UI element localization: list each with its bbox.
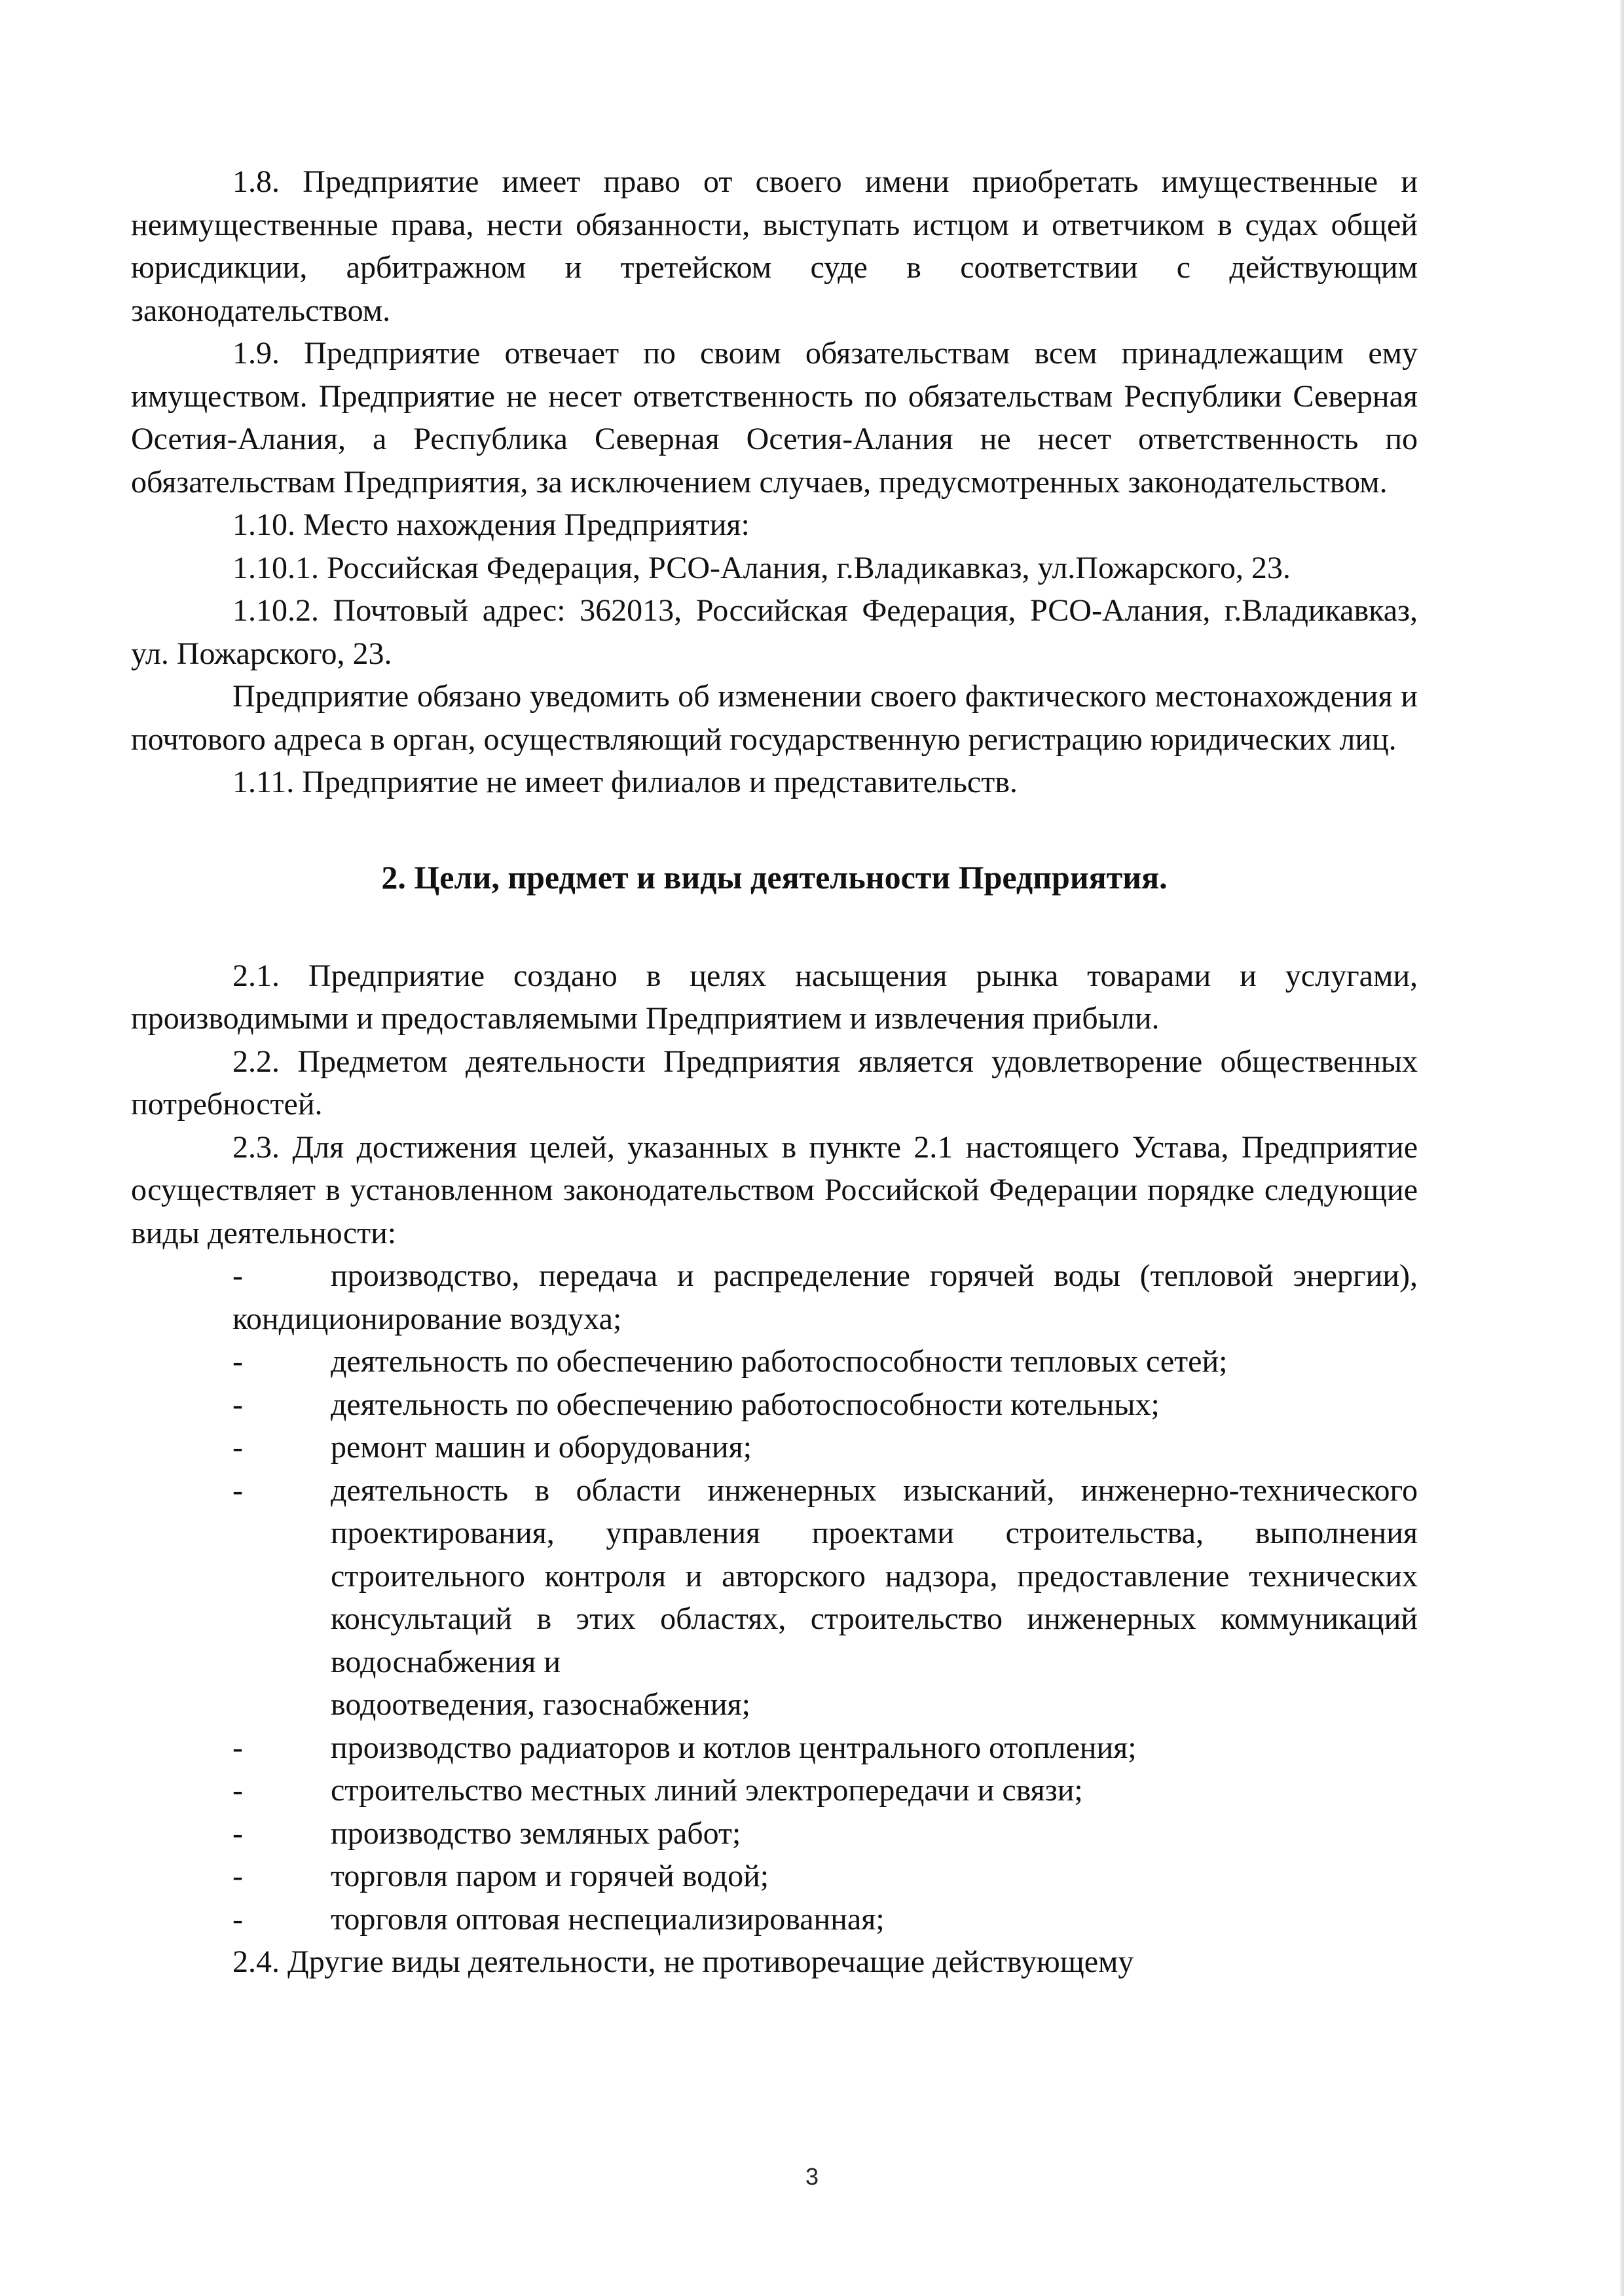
list-item-text: деятельность по обеспечению работоспособности тепловых сетей; [331, 1344, 1228, 1379]
paragraph-1-9: 1.9. Предприятие отвечает по своим обязательствам всем принадлежащим ему имуществом. Предприятие не несет ответственность по обязательствам Республики Северная Осетия-Алания, а Республика Северная Осетия-Алания не несет ответственность по обязательствам Предприятия, за исключением случаев, предусмотренных законодательством. [131, 336, 1418, 500]
list-dash: - [232, 1387, 243, 1422]
list-item-text: ремонт машин и оборудования; [331, 1430, 752, 1465]
paragraph-2-1: 2.1. Предприятие создано в целях насыщения рынка товарами и услугами, производимыми и предоставляемыми Предприятием и извлечения прибыли. [131, 958, 1418, 1036]
paragraph-1-10-2: 1.10.2. Почтовый адрес: 362013, Российская Федерация, РСО-Алания, г.Владикавказ, ул. Пожарского, 23. [131, 593, 1418, 671]
list-dash: - [232, 1901, 243, 1937]
list-item-text: производство радиаторов и котлов центрального отопления; [331, 1730, 1137, 1765]
list-dash: - [232, 1815, 243, 1851]
list-dash: - [232, 1472, 243, 1508]
list-dash: - [232, 1430, 243, 1465]
list-item-text: водоотведения, газоснабжения; [331, 1687, 750, 1722]
list-dash: - [232, 1859, 243, 1893]
list-item-text: деятельность в области инженерных изысканий, инженерно-технического проектирования, управления проектами строительства, выполнения строительного контроля и авторского надзора, предоставление технических консультаций в этих областях, строительство инженерных коммуникаций водоснабжения и [331, 1472, 1418, 1679]
list-dash: - [232, 1730, 243, 1765]
paragraph-2-3: 2.3. Для достижения целей, указанных в пункте 2.1 настоящего Устава, Предприятие осуществляет в установленном законодательством Российской Федерации порядке следующие виды деятельности: [131, 1129, 1418, 1250]
activity-list [131, 1254, 1418, 1941]
list-item-continuation [131, 1683, 1418, 1726]
list-dash: - [232, 1773, 243, 1808]
list-item [131, 1383, 1418, 1427]
list-item [131, 1469, 1418, 1684]
paragraph-2-4: 2.4. Другие виды деятельности, не противоречащие действующему [232, 1944, 1134, 1979]
list-item [131, 1340, 1418, 1383]
paragraph-1-11: 1.11. Предприятие не имеет филиалов и представительств. [232, 765, 1018, 799]
paragraph-notify-address: Предприятие обязано уведомить об изменении своего фактического местонахождения и почтового адреса в орган, осуществляющий государственную регистрацию юридических лиц. [131, 679, 1418, 757]
paragraph-2-2: 2.2. Предметом деятельности Предприятия является удовлетворение общественных потребностей. [131, 1044, 1418, 1121]
list-dash: - [232, 1344, 243, 1379]
paragraph-1-8: 1.8. Предприятие имеет право от своего имени приобретать имущественные и неимущественные права, нести обязанности, выступать истцом и ответчиком в судах общей юрисдикции, арбитражном и третейском суде в соответствии с действующим законодательством. [131, 164, 1418, 328]
paragraph-1-10: 1.10. Место нахождения Предприятия: [232, 507, 750, 542]
page-number: 3 [805, 2163, 819, 2190]
paragraph-1-10-1: 1.10.1. Российская Федерация, РСО-Алания, г.Владикавказ, ул.Пожарского, 23. [232, 550, 1291, 585]
list-item [131, 1769, 1418, 1812]
list-item-text: торговля паром и горячей водой; [331, 1859, 769, 1893]
document-body [131, 160, 1418, 1984]
list-item [131, 1426, 1418, 1469]
list-item [131, 1898, 1418, 1941]
list-item-text: производство земляных работ; [331, 1815, 741, 1851]
list-item-text: торговля оптовая неспециализированная; [331, 1901, 885, 1937]
list-item [131, 1812, 1418, 1855]
list-item [131, 1726, 1418, 1770]
section-title: 2. Цели, предмет и виды деятельности Предприятия. [381, 858, 1168, 896]
scan-edge [1620, 0, 1624, 2296]
list-item [131, 1254, 1418, 1340]
list-dash: - [232, 1258, 243, 1293]
list-item-text: строительство местных линий электропередачи и связи; [331, 1773, 1083, 1808]
list-item [131, 1855, 1418, 1898]
list-item-text: производство, передача и распределение горячей воды (тепловой энергии), кондиционирование воздуха; [232, 1258, 1418, 1336]
list-item-text: деятельность по обеспечению работоспособности котельных; [331, 1387, 1160, 1422]
